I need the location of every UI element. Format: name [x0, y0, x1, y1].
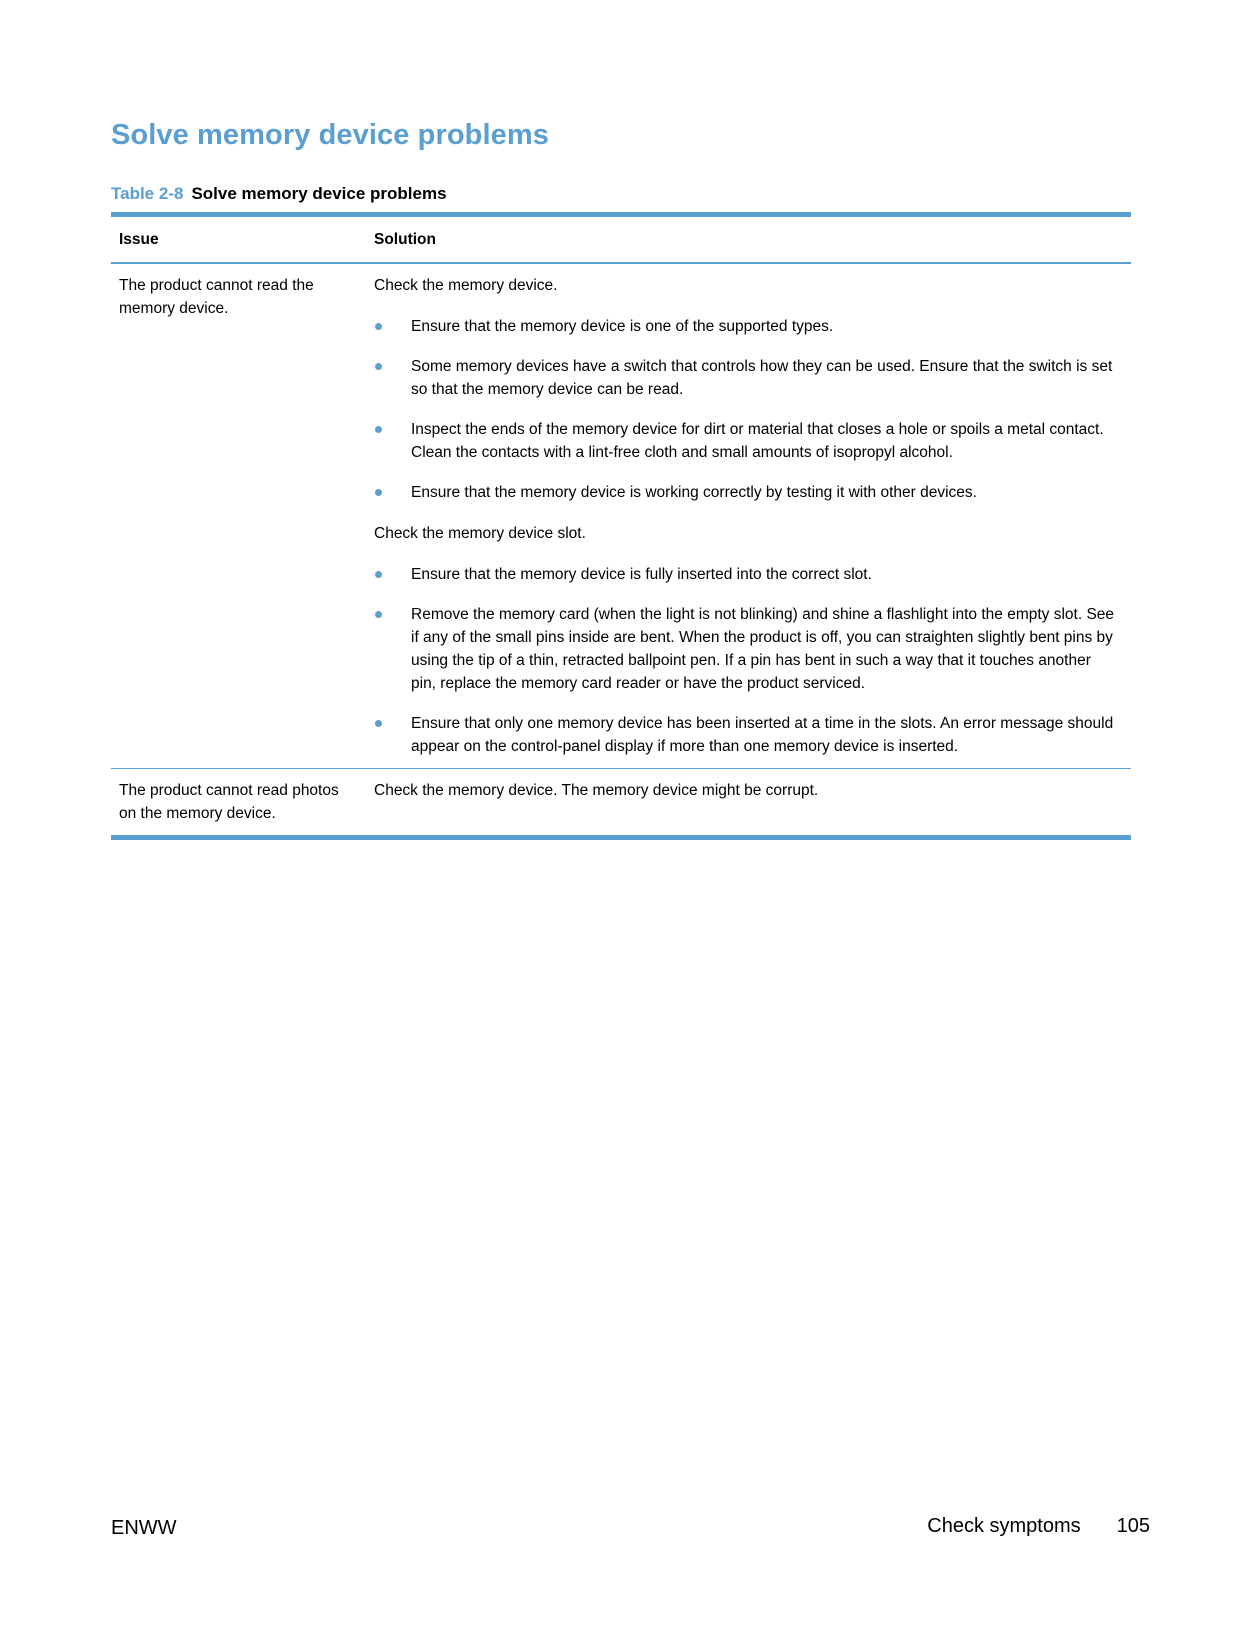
page-title: Solve memory device problems [111, 119, 549, 151]
table-caption-title: Solve memory device problems [191, 184, 447, 203]
solution-cell [366, 263, 1131, 769]
table-caption [111, 184, 447, 204]
bullet-dot-icon [375, 323, 382, 330]
solution-bullet [374, 603, 1123, 695]
header-solution: Solution [366, 215, 1131, 264]
solution-intro: Check the memory device. [374, 277, 558, 294]
bullet-text: Ensure that the memory device is fully inserted into the correct slot. [411, 566, 872, 583]
bullet-text: Ensure that the memory device is working correctly by testing it with other devices. [411, 484, 977, 501]
bullet-text: Ensure that the memory device is one of the supported types. [411, 318, 834, 335]
footer-publisher: ENWW [111, 1517, 177, 1539]
memory-problems-table [111, 212, 1131, 840]
footer-section [927, 1515, 1150, 1538]
issue-cell: The product cannot read photos on the memory device. [111, 769, 366, 838]
footer-section-title: Check symptoms [927, 1515, 1081, 1537]
solution-cell [366, 769, 1131, 838]
table-row [111, 263, 1131, 769]
bullet-dot-icon [375, 426, 382, 433]
solution-bullet [374, 418, 1123, 464]
solution-intro: Check the memory device. The memory device might be corrupt. [374, 782, 819, 799]
bullet-text: Ensure that only one memory device has been inserted at a time in the slots. An error message should appear on the control-panel display if more than one memory device is inserted. [411, 715, 1114, 755]
issue-cell: The product cannot read the memory device. [119, 277, 314, 317]
bullet-text: Remove the memory card (when the light is not blinking) and shine a flashlight into the empty slot. See if any of the small pins inside are bent. When the product is off, you can straighten slightly bent pins by using the tip of a thin, retracted ballpoint pen. If a pin has bent in such a way that it touches another pin, replace the memory card reader or have the product serviced. [411, 606, 1115, 692]
solution-bullet [374, 563, 1123, 586]
solution-bullet [374, 481, 1123, 504]
bullet-dot-icon [375, 720, 382, 727]
solution-bullet [374, 712, 1123, 758]
page-number: 105 [1116, 1515, 1150, 1537]
solution-bullet [374, 355, 1123, 401]
bullet-dot-icon [375, 363, 382, 370]
bullet-dot-icon [375, 489, 382, 496]
table-caption-number: Table 2-8 [111, 184, 184, 203]
solution-bullet [374, 315, 1123, 338]
table-row [111, 769, 1131, 838]
solution-intro: Check the memory device slot. [374, 525, 586, 542]
bullet-text: Some memory devices have a switch that controls how they can be used. Ensure that the switch is set so that the memory device can be read. [411, 358, 1113, 398]
solution-bullet-list [374, 563, 1123, 758]
solution-bullet-list [374, 315, 1123, 504]
bullet-text: Inspect the ends of the memory device for dirt or material that closes a hole or spoils a metal contact. Clean the contacts with a lint-free cloth and small amounts of isopropyl alcohol. [411, 421, 1104, 461]
bullet-dot-icon [375, 571, 382, 578]
bullet-dot-icon [375, 611, 382, 618]
table-header-row [111, 215, 1131, 264]
header-issue: Issue [111, 215, 366, 264]
